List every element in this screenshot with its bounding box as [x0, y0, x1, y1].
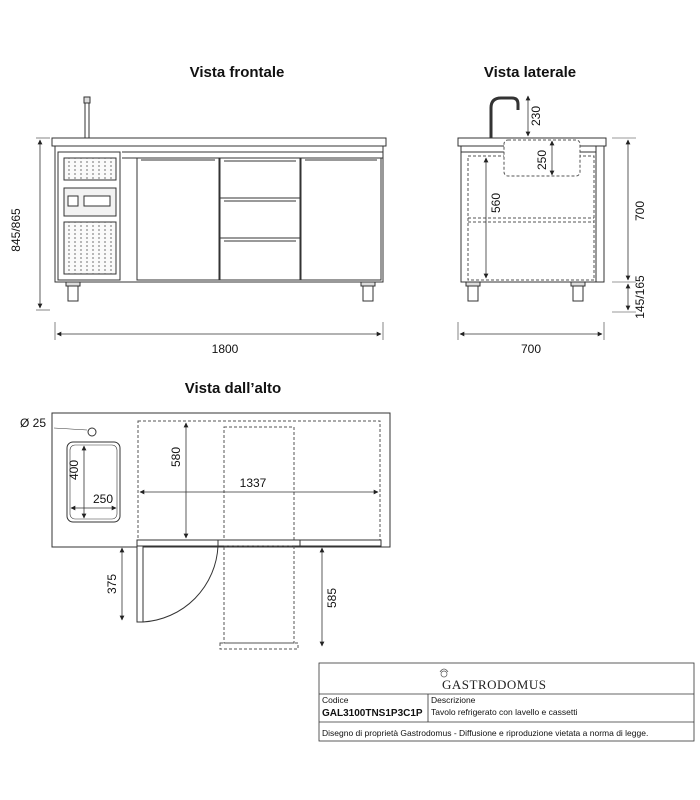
dim-side-faucet: 230: [529, 105, 543, 127]
dim-front-width: 1800: [211, 342, 239, 356]
brand-name: GASTRODOMUS: [442, 677, 547, 692]
dim-top-door-swing: 375: [105, 573, 119, 595]
title-block: [319, 663, 694, 741]
vent-grille-top: [64, 158, 116, 180]
worktop: [52, 138, 386, 146]
top-sink: [67, 442, 120, 522]
door-open: [137, 546, 143, 622]
front-view-title: Vista frontale: [189, 64, 285, 81]
dim-front-height: 845/865: [9, 208, 23, 252]
dim-top-hole: Ø 25: [20, 416, 47, 430]
ownership-notice: Disegno di proprietà Gastrodomus - Diffusione e riproduzione vietata a norma di legge.: [322, 728, 649, 738]
code-label: Codice: [322, 695, 349, 705]
top-view-title: Vista dall’alto: [184, 380, 282, 397]
dim-side-legs: 145/165: [633, 275, 647, 319]
dim-top-compartment-depth: 580: [169, 446, 183, 468]
dim-top-drawer-extension: 585: [325, 587, 339, 609]
vent-grille-bottom: [64, 222, 116, 274]
product-description: Tavolo refrigerato con lavello e cassetti: [431, 707, 578, 717]
side-view-title: Vista laterale: [483, 64, 577, 81]
drawer-extended: [224, 546, 294, 643]
side-faucet: [491, 98, 518, 138]
leg-left-front: [66, 282, 80, 286]
side-leg-back: [571, 282, 585, 286]
dim-side-height: 700: [633, 200, 647, 222]
dim-side-depth: 700: [520, 342, 542, 356]
door-swing-arc: [143, 546, 218, 622]
top-view: [20, 380, 390, 649]
dim-side-inner: 560: [489, 192, 503, 214]
leg-right-front: [361, 282, 375, 286]
dim-top-compartment-width: 1337: [239, 476, 267, 490]
dim-side-sink: 250: [535, 149, 549, 171]
dim-top-sink-length: 400: [67, 459, 81, 481]
side-leg-front: [466, 282, 480, 286]
side-view: [458, 64, 647, 356]
product-code: GAL3100TNS1P3C1P: [322, 708, 423, 719]
description-label: Descrizione: [431, 695, 476, 705]
front-view: [9, 64, 386, 356]
dim-top-sink-width: 250: [92, 492, 114, 506]
faucet: [84, 97, 90, 138]
